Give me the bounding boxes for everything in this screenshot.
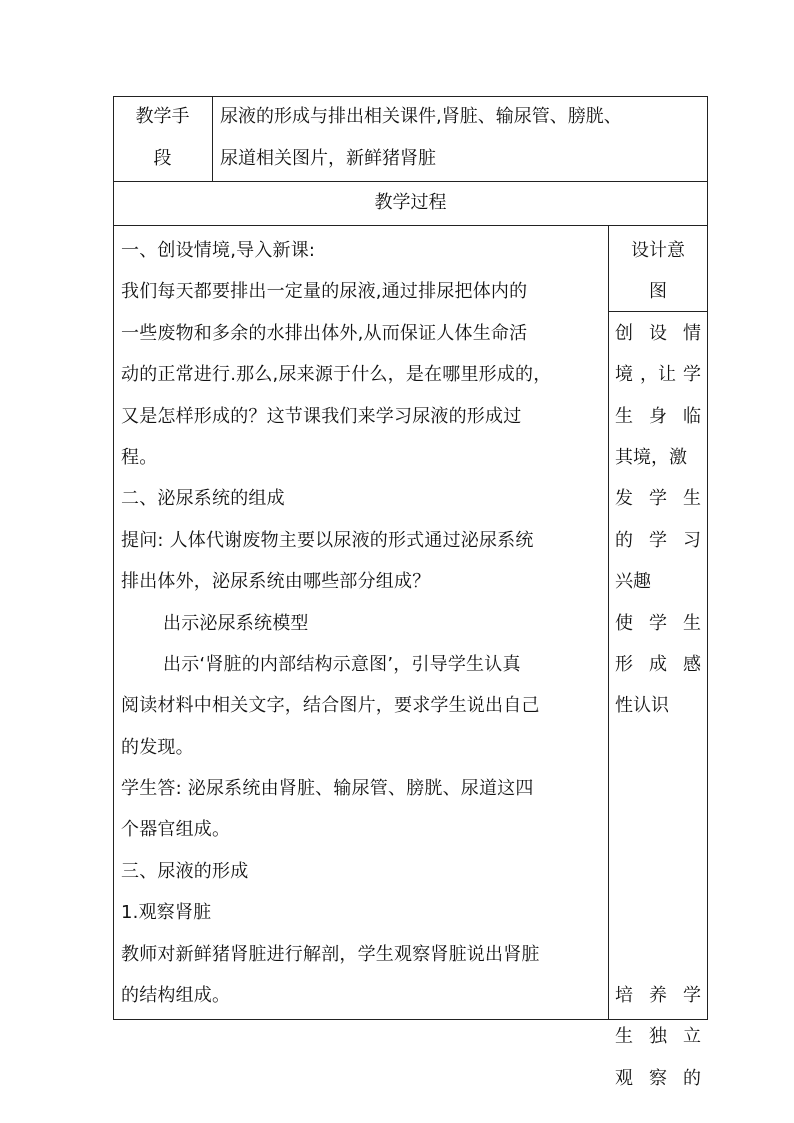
design-intent-spacer [615, 934, 701, 975]
text-line: 教师对新鲜猪肾脏进行解剖，学生观察肾脏说出肾脏 [121, 943, 540, 965]
design-intent-line: 观 察 的 [615, 1067, 701, 1089]
design-intent-line: 使 学 生 [615, 612, 701, 634]
section-heading: 二、泌尿系统的组成 [121, 488, 285, 510]
teaching-means-label [113, 96, 212, 180]
design-intent-header: 设计意 [631, 240, 685, 261]
text-line: 的发现。 [121, 736, 194, 758]
design-intent-spacer [615, 892, 701, 933]
design-intent-line: 兴趣 [615, 571, 651, 593]
content-line: 尿液的形成与排出相关课件,肾脏、输尿管、膀胱、 [220, 106, 622, 127]
process-content [121, 230, 603, 1016]
design-intent-line: 形 成 感 [615, 653, 701, 675]
design-intent-spacer [615, 809, 701, 850]
design-intent-line: 境 ，让 学 [615, 364, 701, 386]
text-line: 的结构组成。 [121, 985, 231, 1007]
text-line: 个器官组成。 [121, 819, 231, 841]
teaching-process-title: 教学过程 [374, 192, 447, 213]
label-line: 段 [153, 148, 172, 169]
content-line: 尿道相关图片，新鲜猪肾脏 [220, 148, 436, 169]
design-intent-header: 图 [649, 281, 667, 303]
section-heading: 三、尿液的形成 [121, 860, 249, 882]
design-intent-spacer [615, 768, 701, 809]
subsection-heading: 1.观察肾脏 [121, 902, 212, 924]
design-intent-column [615, 230, 701, 1099]
design-intent-spacer [615, 851, 701, 892]
text-line: 程。 [121, 446, 158, 468]
text-line: 我们每天都要排出一定量的尿液,通过排尿把体内的 [121, 281, 528, 303]
label-line: 教学手 [135, 106, 190, 127]
text-line: 排出体外，泌尿系统由哪些部分组成？ [121, 571, 431, 593]
design-intent-line: 生 身 临 [615, 405, 701, 427]
text-line: 学生答: 泌尿系统由肾脏、输尿管、膀胱、尿道这四 [121, 778, 534, 800]
design-intent-line: 培 养 学 [615, 985, 701, 1007]
text-line: 出示泌尿系统模型 [163, 612, 309, 634]
text-line: 动的正常进行.那么,尿来源于什么，是在哪里形成的， [121, 364, 552, 386]
text-line: 出示‘肾脏的内部结构示意图’，引导学生认真 [163, 653, 521, 675]
text-line: 又是怎样形成的？这节课我们来学习尿液的形成过 [121, 405, 522, 427]
design-intent-line: 创 设 情 [615, 322, 701, 344]
design-intent-line: 的 学 习 [615, 529, 701, 551]
row-divider [113, 225, 708, 226]
design-intent-line: 其境，激 [615, 446, 687, 468]
text-line: 一、创设情境,导入新课: [121, 240, 316, 261]
design-intent-spacer [615, 727, 701, 768]
design-intent-line: 性认识 [615, 695, 669, 717]
text-line: 一些废物和多余的水排出体外,从而保证人体生命活 [121, 322, 528, 344]
column-divider [608, 225, 609, 1020]
teaching-means-content [220, 96, 705, 180]
text-line: 提问: 人体代谢废物主要以尿液的形式通过泌尿系统 [121, 529, 534, 551]
column-divider [212, 96, 213, 181]
design-intent-line: 生 独 立 [615, 1026, 701, 1048]
design-intent-line: 发 学 生 [615, 488, 701, 510]
text-line: 阅读材料中相关文字，结合图片，要求学生说出自己 [121, 695, 540, 717]
